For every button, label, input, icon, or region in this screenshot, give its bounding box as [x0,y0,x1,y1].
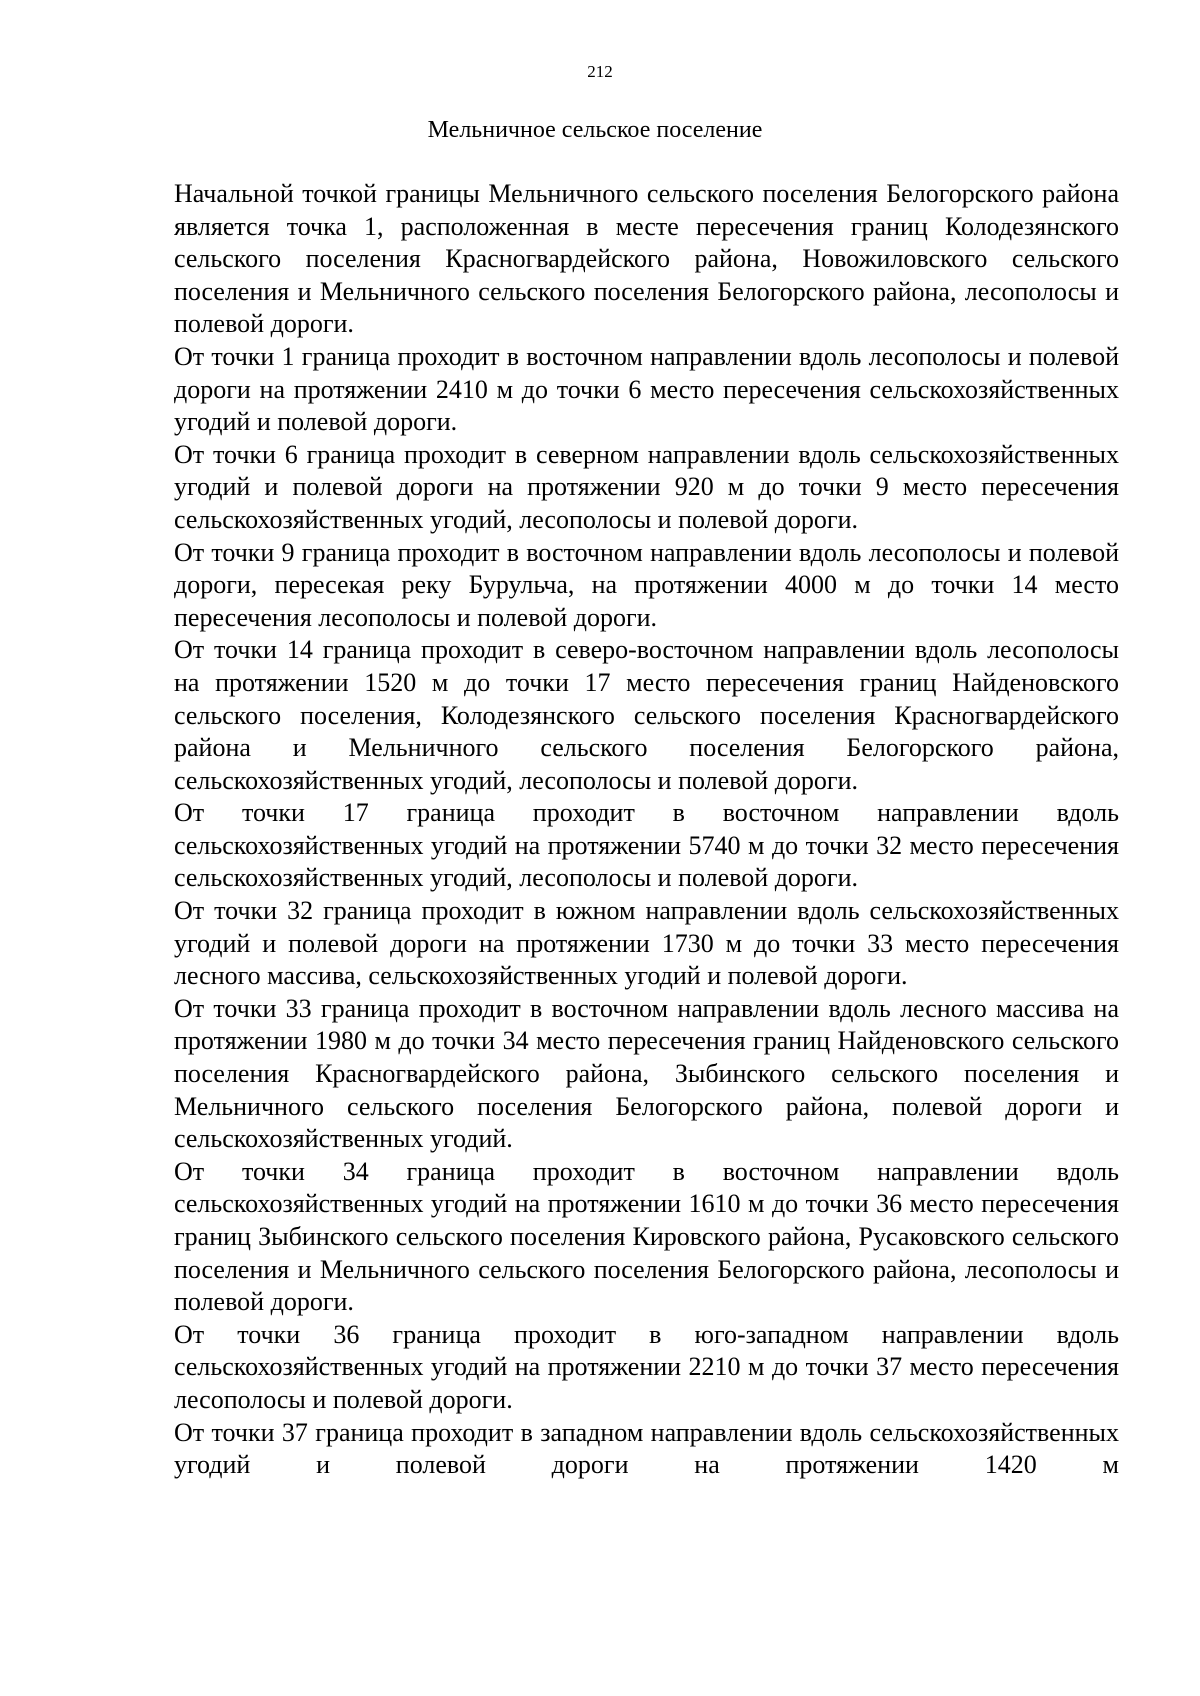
paragraph: От точки 14 граница проходит в северо-восточном направлении вдоль лесополосы на протяжении 1520 м до точки 17 место пересечения границ Найденовского сельского поселения, Колодезянского сельского поселения Красногвардейского района и Мельничного сельского поселения Белогорского района, сельскохозяйственных угодий, лесополосы и полевой дороги. [174,635,1119,795]
paragraph: От точки 34 граница проходит в восточном направлении вдоль сельскохозяйственных угодий на протяжении 1610 м до точки 36 место пересечения границ Зыбинского сельского поселения Кировского района, Русаковского сельского поселения и Мельничного сельского поселения Белогорского района, лесополосы и полевой дороги. [174,1156,1119,1317]
paragraph: От точки 17 граница проходит в восточном направлении вдоль сельскохозяйственных угодий на протяжении 5740 м до точки 32 место пересечения сельскохозяйственных угодий, лесополосы и полевой дороги. [174,798,1119,893]
page-title: Мельничное сельское поселение [427,117,763,143]
page-number: 212 [587,62,613,81]
paragraph: Начальной точкой границы Мельничного сельского поселения Белогорского района является точка 1, расположенная в месте пересечения границ Колодезянского сельского поселения Красногвардейского района, Новожиловского сельского поселения и Мельничного сельского поселения Белогорского района, лесополосы и полевой дороги. [174,179,1119,339]
document-body [174,178,1119,1482]
paragraph: От точки 33 граница проходит в восточном направлении вдоль лесного массива на протяжении 1980 м до точки 34 место пересечения границ Найденовского сельского поселения Красногвардейского района, Зыбинского сельского поселения и Мельничного сельского поселения Белогорского района, полевой дороги и сельскохозяйственных угодий. [174,993,1119,1154]
paragraph: От точки 36 граница проходит в юго-западном направлении вдоль сельскохозяйственных угодий на протяжении 2210 м до точки 37 место пересечения лесополосы и полевой дороги. [174,1319,1119,1414]
paragraph: От точки 37 граница проходит в западном направлении вдоль сельскохозяйственных угодий и полевой дороги на протяжении 1420 м [174,1417,1119,1480]
paragraph: От точки 9 граница проходит в восточном направлении вдоль лесополосы и полевой дороги, пересекая реку Бурульча, на протяжении 4000 м до точки 14 место пересечения лесополосы и полевой дороги. [174,537,1119,632]
paragraph: От точки 32 граница проходит в южном направлении вдоль сельскохозяйственных угодий и полевой дороги на протяжении 1730 м до точки 33 место пересечения лесного массива, сельскохозяйственных угодий и полевой дороги. [174,896,1119,991]
paragraph: От точки 1 граница проходит в восточном направлении вдоль лесополосы и полевой дороги на протяжении 2410 м до точки 6 место пересечения сельскохозяйственных угодий и полевой дороги. [174,341,1119,437]
paragraph: От точки 6 граница проходит в северном направлении вдоль сельскохозяйственных угодий и полевой дороги на протяжении 920 м до точки 9 место пересечения сельскохозяйственных угодий, лесополосы и полевой дороги. [174,439,1119,534]
